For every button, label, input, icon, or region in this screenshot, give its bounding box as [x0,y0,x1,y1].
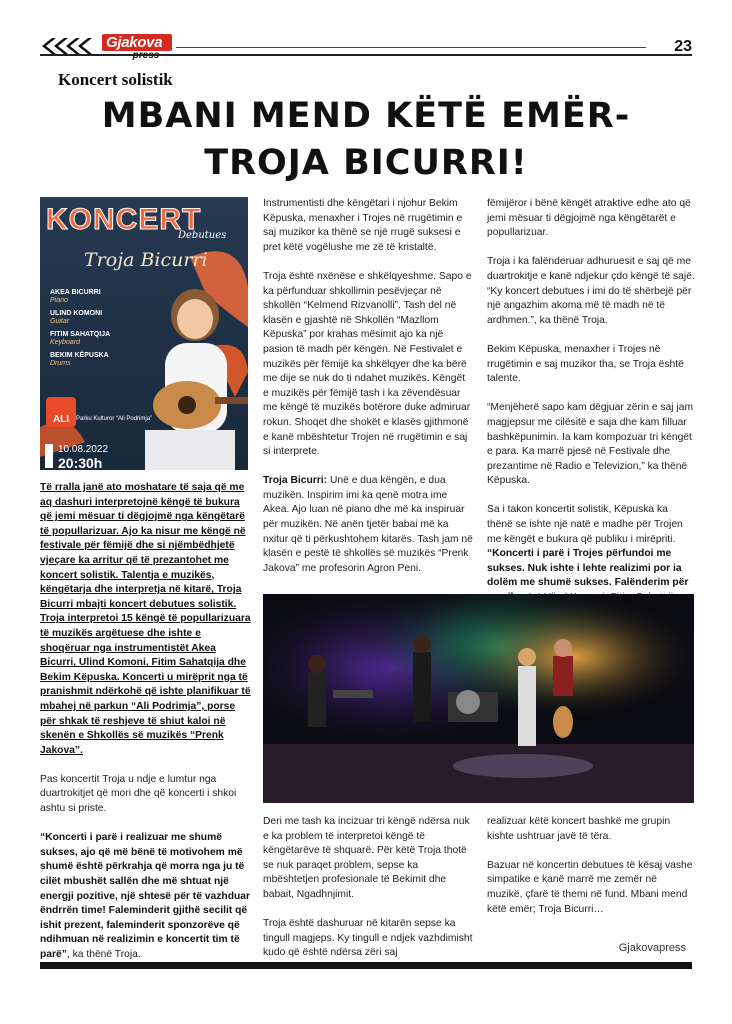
header-rule-thin [176,47,646,48]
header-rule [40,54,692,56]
column-5 [487,815,695,917]
lead-paragraph: Të rralla janë ato moshatare të saja që me aq dashuri interpretojnë këngë të bukura që jemi mësuar ti dëgjojmë nga këngëtarë të popullarizuar. Ajo ka nisur me këngë në festivale për fëmijë dhe si njëmbëdhjetë vjeçare ka arritur që të prezantohet me koncert solistik. Talentja e muzikës, këngëtarja dhe interpretja në kitarë, Troja Bicurri mbajti koncert debutues solistik. Troja interpretoi 15 këngë të popullarizuara të muzikës argëtuese dhe ishte e shoqëruar nga instrumentistët Akea Bicurri, Ulind Komoni, Fitim Sahatqija dhe Bekim Këpuska. Koncerti u mirëprit nga të pranishmit ndërkohë që ishte planifikuar të mbahej në parkun “Ali Podrimja”, porse për shkak të reshjeve të shiut kaloi në skenën e Shkollës së muzikës “Prenk Jakova”. [40,482,251,756]
poster-date: 10.08.2022 [58,444,109,455]
girl-with-guitar-illustration [135,285,248,470]
interview-text: Unë e dua këngën, e dua muzikën. Inspirim imi ka qenë motra ime Akea. Ajo luan në piano dhe më ka inspiruar për muzikën. Në anën tjetër babai më ka nxitur që ti përkushtohem kitarës. Tash jam në klasën e pestë të shkollës së muzikës “Prenk Jakova” me profesorin Agron Peni. [263,475,473,574]
back-arrows-icon [40,36,98,56]
poster-musician: AKEA BICURRI Piano [50,289,101,304]
quote-troja: “Koncerti i parë i realizuar me shumë sukses, ajo që më bënë të motivohem më shumë është përkrahja që morra nga ju të cilët mbushët sallën dhe më shtuat një energji pozitive, një shtesë për të vazhduar ëndrrën time! Faleminderit gjithë secilit që ishit prezent, faleminderit sponzorëve që ndihmuan në realizimin e koncertit tim të parë” [40,832,251,960]
paragraph: Bekim Këpuska, menaxher i Trojes në rrugëtimin e saj muzikor tha, se Troja është talente. [487,343,684,385]
headline-text: MBANI MEND KËTË EMËR- TROJA BICURRI! [101,96,631,183]
paragraph: “Ky koncert debutues i imi do të shërbejë për një angazhim akoma më të madh në të ardhmen.”, ka thënë Troja. [487,285,692,326]
concert-stage-photo [263,594,694,803]
interview-label: Troja Bicurri: [263,475,328,487]
logo-name: Gjakova [102,34,172,51]
article-kicker: Koncert solistik [58,70,173,89]
column-2 [263,197,473,576]
ali-caption: Parku Kulturor “Ali Podrimja” [76,416,153,422]
paragraph: Troja është nxënëse e shkëlqyeshme. Sapo e ka përfunduar shkollimin pesëvjeçar në shkollën “Kelmend Rizvanolli”. Tash del në klasën e gjashtë në Shkollën “Mazllom Këpuska” por krahas mësimit ajo ka një pasion të madh për këngën. Në Festivalet e muzikës për fëmijë ka shkëlqyer dhe ka bërë me dije se nuk do ti ndahet muzikës. Këngët e muzikës për fëmijë tash i ka zëvendësuar me këngë të muzikës botërore duke admiruar rokun. Shoqet dhe shokët e klasës gjithmonë e kanë mbështetur Trojen në rrugëtimin e saj si interprete. [263,270,472,458]
paragraph: Troja është dashuruar në kitarën sepse ka tingull magjeps. Ky tingull e ndjek vazhdimisht kudo që është ndërsa zëri saj [263,918,473,959]
paragraph: Sa i takon koncertit solistik, Këpuska ka thënë se ishte një natë e madhe për Trojen me këngët e bukura që publiku i mirëpriti. [487,504,683,545]
date-bar [45,444,53,468]
paragraph: Instrumentisti dhe këngëtari i njohur Bekim Këpuska, menaxher i Trojes në rrugëtimin e saj muzikor ka thënë se një rrugë suksesi e pret këtë vogëlushe me zë të kristaltë. [263,198,463,253]
stage-photo-illustration [263,594,694,803]
column-4 [263,815,473,961]
quote-tail: , ka thënë Troja. [66,949,141,960]
gjakova-press-logo[interactable] [102,34,172,62]
poster-name: Troja Bicurri [84,249,208,271]
paragraph: Pas koncertit Troja u ndje e lumtur nga duartrokitjet që mori dhe që koncerti i shkoi ashtu si priste. [40,773,237,815]
credit: Gjakovapress [618,942,686,954]
logo-sub [120,51,172,61]
paragraph: Troja i ka falënderuar adhuruesit e saj që me duartrokitje e kanë ndjekur çdo këngë të sajë. [487,256,695,282]
poster-title: KONCERT [46,203,202,236]
quote-kepuska: “Koncerti i parë i Trojes përfundoi me sukses. Nuk ishte i lehte realizimi por ia dolëm me shumë sukses. Falënderim për [487,548,689,589]
poster-musician: FITIM SAHATQIJA Keyboard [50,331,111,346]
footer-bar [40,962,692,969]
poster-subtitle: Debutues [178,230,227,241]
poster-musician: BEKIM KËPUSKA Drums [50,352,109,367]
concert-poster [40,197,248,470]
poster-musician: ULIND KOMONI Guitar [50,310,103,325]
paragraph: fëmijëror i bënë këngët atraktive edhe ato që jemi mësuar ti dëgjojmë nga këngëtarët e popullarizuar. [487,198,691,239]
page-number: 23 [674,38,692,55]
article-headline [40,93,692,187]
paragraph: realizuar këtë koncert bashkë me grupin kishte ushtruar javë të tëra. [487,816,671,842]
paragraph: Bazuar në koncertin debutues të kësaj vashe simpatike e kanë marrë me zemër në muzikë, çfarë të themi në fund. Mbani mend këtë emër; Troja Bicurri… [487,859,693,915]
paragraph: Deri me tash ka incizuar tri këngë ndërsa nuk e ka problem të interpretoi këngë të këngëtarëve të shquarë. Për këtë Troja thotë se nuk paraqet problem, sepse ka mbështetjen profesionale të Bekimit dhe babait, Ngadhnjimit. [263,816,470,900]
poster-time: 20:30h [58,455,103,470]
ali-logo: ALI [46,397,76,427]
column-1 [40,481,252,963]
column-3 [487,197,695,620]
paragraph: “Menjëherë sapo kam dëgjuar zërin e saj jam magjepsur me cilësitë e saja dhe kam filluar bashkëpunimin. Ia kam kompozuar tri këngët e para. Ka marrë pjesë në Festivale dhe prezantime në Radio e Televizion,” ka thënë Këpuska. [487,402,694,487]
